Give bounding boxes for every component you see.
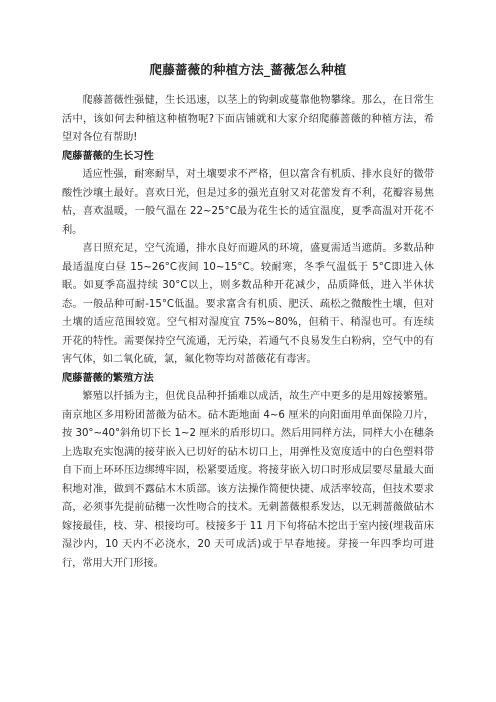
document-title: 爬藤蔷薇的种植方法_蔷薇怎么种植 xyxy=(149,62,347,77)
section-heading-growth-habits: 爬藤蔷薇的生长习性 xyxy=(62,150,154,162)
growth-paragraph-2: 喜日照充足，空气流通，排水良好而避风的环境，盛夏需适当遮荫。多数品种最适温度白昼 15~26°C夜间 10~15°C。较耐寒，冬季气温低于 5°C即进入休眠。如夏季高温持续 30°C以上，则多数品种开花减少，品质降低，进入半休状态。一般品种可耐-15°C低温。要求富含有机质、肥沃、疏松之微酸性土壤，但对土壤的适应范围较宽。空气相对湿度宜 75%~80%，但稍干、稍湿也可。有连续开花的特性。需要保持空气流通，无污染，若通气不良易发生白粉病，空气中的有害气体，如二氧化硫，氯，氟化物等均对蔷薇花有毒害。 xyxy=(62,243,434,365)
growth-paragraph-1: 适应性强，耐寒耐旱，对土壤要求不严格，但以富含有机质、排水良好的微带酸性沙壤土最好。喜欢日光，但是过多的强光直射又对花蕾发育不利，花瓣容易焦枯，喜欢温暖，一般气温在 22~25°C最为花生长的适宜温度，夏季高温对开花不利。 xyxy=(62,169,434,236)
section-heading-propagation: 爬藤蔷薇的繁殖方法 xyxy=(62,372,154,384)
intro-paragraph: 爬藤蔷薇性强健，生长迅速，以茎上的钩刺或蔓靠他物攀缘。那么，在日常生活中，该如何去种植这种植物呢?下面店铺就和大家介绍爬藤蔷薇的种植方法，希望对各位有帮助! xyxy=(62,95,434,143)
propagation-paragraph-1: 繁殖以扦插为主，但优良品种扦插难以成活，故生产中更多的是用嫁接繁殖。南京地区多用粉团蔷薇为砧木。砧木距地面 4~6 厘米的向阳面用单面保险刀片，按 30°~40°斜角切下长 1~2 厘米的盾形切口。然后用同样方法，同样大小在穗条上选取充实饱满的接芽嵌入已切好的砧木切口上，用弹性及宽度适中的白色塑料带自下而上环环压边绑缚牢固，松紧要适度。将接芽嵌入切口时形成层要尽量最大面积地对准，做到不露砧木木质部。该方法操作简便快捷、成活率较高，但技术要求高，必须事先提前砧穗一次性吻合的技术。无刺蔷薇根系发达，以无刺蔷薇做砧木嫁接最佳，枝、芽、根接均可。枝接多于 11 月下旬将砧木挖出于室内接(埋栽苗床湿沙内，10 天内不必浇水，20 天可成活)或于早春地接。芽接一年四季均可进行，常用大开门形接。 xyxy=(62,391,434,569)
